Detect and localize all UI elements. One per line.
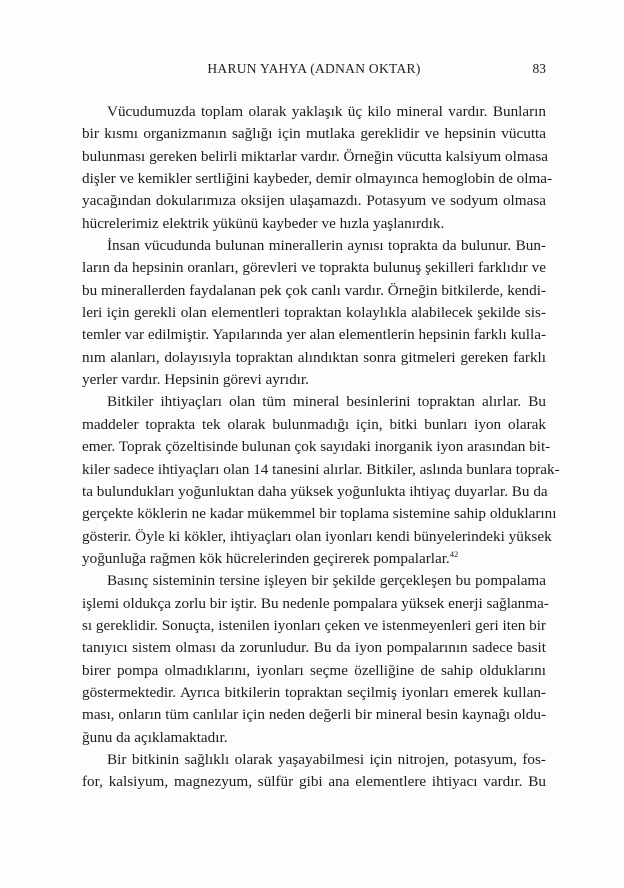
paragraph-4	[82, 570, 549, 749]
text-line: tanıyıcı sistem olması da zorunludur. Bu da iyon pompalarının sadece basit	[82, 639, 546, 657]
page-number: 83	[532, 61, 546, 76]
text-line: birer pompa olmadıklarını, iyonları seçme özelliğine de sahip olduklarını	[82, 661, 546, 679]
paragraph-3	[82, 391, 560, 570]
text-line: emer. Toprak çözeltisinde bulunan çok sayıdaki inorganik iyon arasından bit-	[82, 438, 551, 456]
text-line: ması, onların tüm canlılar için neden değerli bir mineral besin kaynağı oldu-	[82, 706, 546, 724]
text-line: dişler ve kemikler sertliğini kaybeder, demir olmayınca hemoglobin de olma-	[82, 170, 553, 188]
footnote-reference[interactable]: 42	[449, 548, 459, 559]
text-line: yoğunluğa rağmen kök hücrelerinden geçirerek pompalarlar.	[82, 549, 450, 567]
text-line: göstermektedir. Ayrıca bitkilerin topraktan seçilmiş iyonları emerek kullan-	[82, 683, 546, 701]
text-line: ta bulundukları yoğunluktan daha yüksek yoğunlukta ihtiyaç duyarlar. Bu da	[82, 482, 548, 500]
running-head	[82, 60, 546, 80]
body-text	[82, 101, 560, 794]
text-line: bu minerallerden faydalanan pek çok canlı vardır. Örneğin bitkilerde, kendi-	[82, 281, 546, 299]
text-line: Bir bitkinin sağlıklı olarak yaşayabilmesi için nitrojen, potasyum, fos-	[107, 750, 546, 768]
text-line: gösterir. Öyle ki kökler, ihtiyaçları olan iyonları kendi bünyelerindeki yüksek	[82, 527, 552, 545]
text-line: ların da hepsinin oranları, görevleri ve toprakta bulunuş şekilleri farklıdır ve	[82, 259, 546, 277]
text-line: ğunu da açıklamaktadır.	[82, 728, 228, 746]
text-line: hücrelerimiz elektrik yükünü kaybeder ve hızla yaşlanırdık.	[82, 214, 445, 232]
text-line: bulunması gereken belirli miktarlar vardır. Örneğin vücutta kalsiyum olmasa	[82, 147, 549, 165]
text-line: yacağından dokularımıza oksijen ulaşamazdı. Potasyum ve sodyum olmasa	[82, 192, 546, 210]
text-line: maddeler toprakta tek olarak bulunmadığı için, bitki bunları iyon olarak	[82, 415, 546, 433]
text-line-with-footnote	[82, 548, 546, 570]
text-line: bir kısmı organizmanın sağlığı için mutlaka gereklidir ve hepsinin vücutta	[82, 125, 546, 143]
paragraph-5	[82, 749, 546, 794]
text-line: yerler vardır. Hepsinin görevi ayrıdır.	[82, 371, 309, 389]
text-line: Basınç sisteminin tersine işleyen bir şekilde gerçekleşen bu pompalama	[107, 572, 546, 590]
paragraph-1	[82, 101, 553, 235]
text-line: İnsan vücudunda bulunan minerallerin aynısı toprakta da bulunur. Bun-	[107, 237, 546, 255]
text-line: işlemi oldukça zorlu bir iştir. Bu nedenle pompalara yüksek enerji sağlanma-	[82, 594, 549, 612]
running-title: HARUN YAHYA (ADNAN OKTAR)	[207, 61, 421, 76]
text-line: temler var edilmiştir. Yapılarında yer alan elementlerin hepsinin farklı kulla-	[82, 326, 546, 344]
text-line: kiler sadece ihtiyaçları olan 14 tanesini alırlar. Bitkiler, aslında bunlara toprak-	[82, 460, 560, 478]
text-line: for, kalsiyum, magnezyum, sülfür gibi ana elementlere ihtiyacı vardır. Bu	[82, 773, 546, 791]
text-line: sı gereklidir. Sonuçta, istenilen iyonları çeken ve istenmeyenleri geri iten bir	[82, 616, 546, 634]
text-line: leri için gerekli olan elementleri topraktan kolaylıkla alabilecek şekilde sis-	[82, 304, 546, 322]
text-line: Bitkiler ihtiyaçları olan tüm mineral besinlerini topraktan alırlar. Bu	[107, 393, 546, 411]
text-line: Vücudumuzda toplam olarak yaklaşık üç kilo mineral vardır. Bunların	[107, 103, 546, 120]
paragraph-2	[82, 235, 546, 391]
text-line: gerçekte köklerin ne kadar mükemmel bir toplama sistemine sahip olduklarını	[82, 505, 557, 523]
text-line: nım alanları, dolayısıyla topraktan alındıktan sonra gitmeleri gereken farklı	[82, 348, 546, 366]
